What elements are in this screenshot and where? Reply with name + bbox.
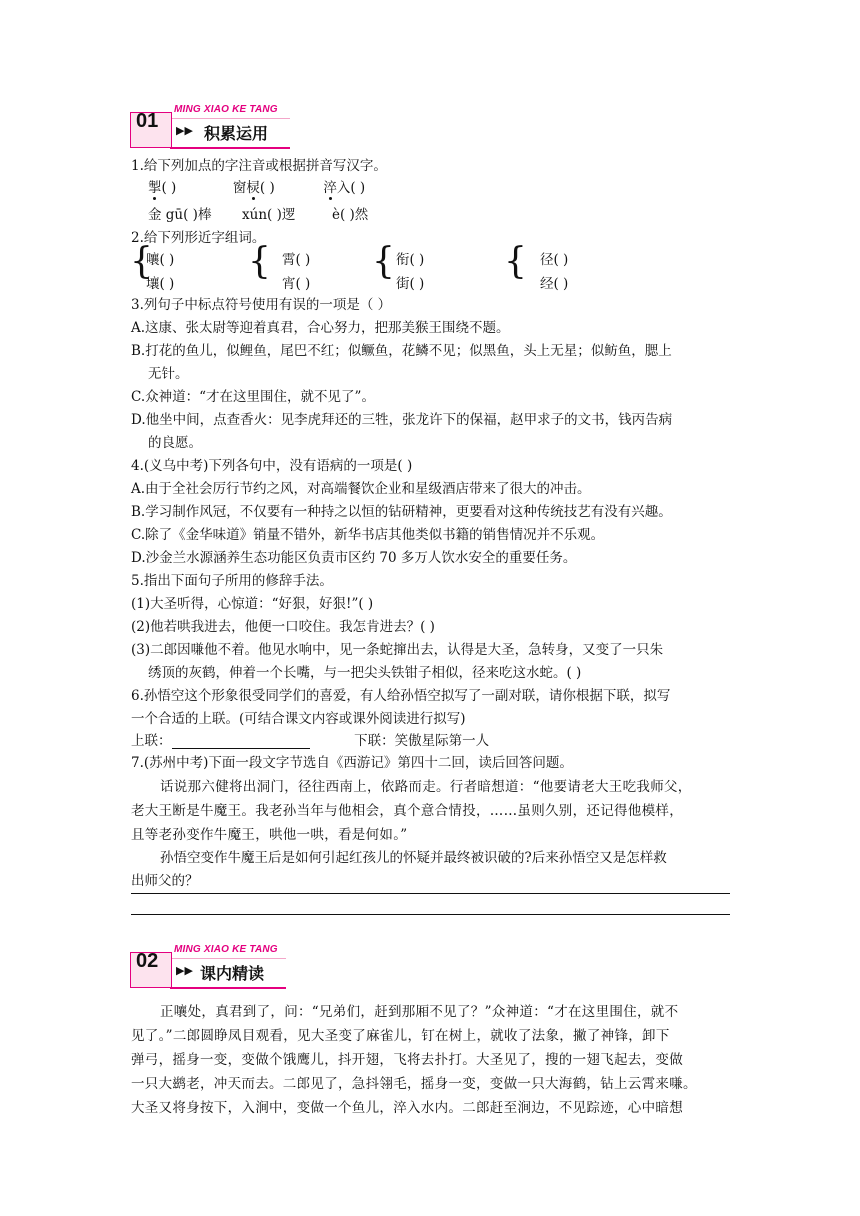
section-number: 02 <box>136 950 159 972</box>
question-2: 2.给下列形近字组词。 <box>131 230 266 246</box>
q4-option-d: D.沙金兰水源涵养生态功能区负责市区约 70 多万人饮水安全的重要任务。 <box>131 550 577 566</box>
q3-option-d: D.他坐中间，点查香火：见李虎拜还的三牲，张龙许下的保福，赵甲求子的文书，钱丙告病 <box>131 412 673 428</box>
q3-option-b-cont: 无针。 <box>148 366 189 382</box>
dotted-char: 掣 <box>148 180 162 196</box>
question-1: 1.给下列加点的字注音或根据拼音写汉字。 <box>131 158 387 174</box>
q5-sentence-2: (2)他若哄我进去，他便一口咬住。我怎肯进去？( ) <box>131 619 435 635</box>
section-header-01 <box>130 104 300 150</box>
answer-blank: ( ) <box>161 180 177 196</box>
double-arrow-icon: ▶▶ <box>176 124 193 137</box>
brace-icon: { <box>130 241 153 282</box>
word-pair-bottom: 宵( ) <box>282 276 311 292</box>
q7-prompt-cont: 出师父的？ <box>131 873 199 889</box>
word-pair-bottom: 经( ) <box>540 276 569 292</box>
lower-couplet: 下联：笑傲星际第一人 <box>354 733 490 749</box>
q4-option-b: B.学习制作风冠，不仅要有一种持之以恒的钻研精神，更要看对这种传统技艺有没有兴趣。 <box>131 504 672 520</box>
section-pinyin: MING XIAO KE TANG <box>174 104 278 115</box>
section-title: 积累运用 <box>204 124 269 143</box>
pinyin-item: 金 gū( )棒 <box>148 207 212 223</box>
q7-prompt: 孙悟空变作牛魔王后是如何引起红孩儿的怀疑并最终被识破的?后来孙悟空又是怎样救 <box>160 850 667 866</box>
double-arrow-icon: ▶▶ <box>176 964 193 977</box>
q1-row-1 <box>148 176 365 196</box>
q1-row-2 <box>148 203 368 223</box>
upper-couplet-blank[interactable] <box>172 734 310 749</box>
q5-sentence-3: (3)二郎因嗛他不着。他见水响中，见一条蛇撺出去，认得是大圣，急转身，又变了一只朱 <box>131 642 664 658</box>
q5-sentence-1: (1)大圣听得，心惊道：“好狠，好狠!”( ) <box>131 596 374 612</box>
pinyin-item: è( )然 <box>331 207 369 223</box>
question-5: 5.指出下面句子所用的修辞手法。 <box>131 573 333 589</box>
pinyin-item: xún( )逻 <box>242 207 296 223</box>
plain-char: 窗 <box>232 180 247 196</box>
reading-line: 一只大鹚老，冲天而去。二郎见了，急抖翎毛，摇身一变，变做一只大海鹤，钻上云霄来嗛。 <box>131 1076 697 1092</box>
reading-line: 正嚷处，真君到了，问：“兄弟们，赶到那厢不见了？”众神道：“才在这里围住，就不 <box>160 1004 679 1020</box>
answer-blank: ( ) <box>259 180 275 196</box>
upper-couplet-label: 上联： <box>131 733 172 749</box>
answer-line[interactable] <box>131 914 730 915</box>
section-number: 01 <box>136 110 159 132</box>
brace-icon: { <box>248 241 271 282</box>
reading-line: 大圣又将身按下，入涧中，变做一个鱼儿，淬入水内。二郎赶至涧边，不见踪迹，心中暗想 <box>131 1100 683 1116</box>
q4-option-a: A.由于全社会厉行节约之风，对高端餐饮企业和星级酒店带来了很大的冲击。 <box>131 481 591 497</box>
q3-option-d-cont: 的良愿。 <box>148 435 202 451</box>
section-pinyin: MING XIAO KE TANG <box>174 944 278 955</box>
dotted-char: 淬 <box>323 180 337 196</box>
question-6: 6.孙悟空这个形象很受同学们的喜爱，有人给孙悟空拟写了一副对联，请你根据下联，拟写 <box>131 688 671 704</box>
word-pair-top: 径( ) <box>540 252 569 268</box>
couplet-line <box>131 729 489 749</box>
brace-icon: { <box>504 241 527 282</box>
q3-option-c: C.众神道：“才在这里围住，就不见了”。 <box>131 389 375 405</box>
word-pair-bottom: 街( ) <box>396 276 425 292</box>
word-pair-top: 衔( ) <box>396 252 425 268</box>
q3-option-a: A.这康、张太尉等迎着真君，合心努力，把那美猴王围绕不题。 <box>131 320 510 336</box>
reading-line: 见了。”二郎圆睁凤目观看，见大圣变了麻雀儿，钉在树上，就收了法象，撇了神锋，卸下 <box>131 1028 670 1044</box>
excerpt-line: 话说那六健将出洞门，径往西南上，依路而走。行者暗想道：“他要请老大王吃我师父， <box>160 779 692 795</box>
question-4: 4.(义乌中考)下列各句中，没有语病的一项是( ) <box>131 458 413 474</box>
reading-line: 弹弓，摇身一变，变做个饿鹰儿，抖开翅，飞将去扑打。大圣见了，搜的一翅飞起去，变做 <box>131 1052 683 1068</box>
answer-line[interactable] <box>131 893 730 894</box>
question-6-cont: 一个合适的上联。(可结合课文内容或课外阅读进行拟写) <box>131 711 466 727</box>
answer-blank: 入( ) <box>336 180 366 196</box>
q3-option-b: B.打花的鱼儿，似鲤鱼，尾巴不红；似鳜鱼，花鳞不见；似黑鱼，头上无星；似鲂鱼，腮上 <box>131 343 672 359</box>
q4-option-c: C.除了《金华味道》销量不错外，新华书店其他类似书籍的销售情况并不乐观。 <box>131 527 605 543</box>
section-title: 课内精读 <box>200 964 265 983</box>
question-7: 7.(苏州中考)下面一段文字节选自《西游记》第四十二回，读后回答问题。 <box>131 755 573 771</box>
word-pair-top: 嚷( ) <box>146 252 175 268</box>
word-pair-bottom: 壤( ) <box>146 276 175 292</box>
q5-sentence-3-cont: 绣顶的灰鹤，伸着一个长嘴，与一把尖头铁钳子相似，径来吃这水蛇。( ) <box>148 665 582 681</box>
word-pair-top: 霄( ) <box>282 252 311 268</box>
excerpt-line: 老大王断是牛魔王。我老孙当年与他相会，真个意合情投，……虽则久别，还记得他模样， <box>131 803 683 819</box>
dotted-char: 棂 <box>246 180 260 196</box>
section-header-02 <box>130 944 300 990</box>
brace-icon: { <box>372 241 395 282</box>
question-3: 3.列句子中标点符号使用有误的一项是（ ） <box>131 297 392 313</box>
excerpt-line: 且等老孙变作牛魔王，哄他一哄，看是何如。” <box>131 827 408 843</box>
